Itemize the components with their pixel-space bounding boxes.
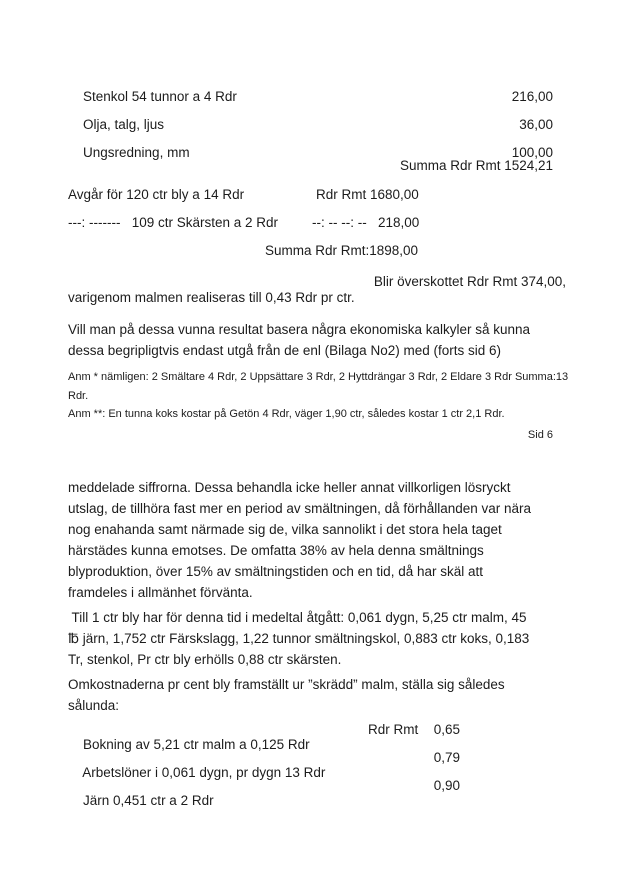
paragraph-line: framdeles i allmänhet förvänta. bbox=[68, 585, 253, 600]
cost-amount: 36,00 bbox=[519, 117, 553, 132]
deduction-label: ---: ------- 109 ctr Skärsten a 2 Rdr bbox=[68, 215, 279, 230]
cost-amount: 0,79 bbox=[433, 750, 460, 765]
cost-label: Ungsredning, mm bbox=[83, 145, 190, 160]
deduction-amount: --: -- --: -- 218,00 bbox=[312, 215, 420, 230]
cost-label: Olja, talg, ljus bbox=[83, 117, 165, 132]
summa-line-2: Summa Rdr Rmt:1898,00 bbox=[265, 243, 419, 258]
footnote-anm1 bbox=[68, 368, 568, 406]
paragraph-line: Omkostnaderna pr cent bly framställt ur ”skrädd” malm, ställa sig således bbox=[68, 677, 505, 692]
paragraph-line: blyproduktion, över 15% av smältningstiden och en tid, då har skäl att bbox=[68, 564, 483, 579]
cost-amount: 216,00 bbox=[511, 89, 553, 104]
paragraph-line: meddelade siffrorna. Dessa behandla icke heller annat villkorligen lösryckt bbox=[68, 480, 511, 495]
paragraph-line: Till 1 ctr bly har för denna tid i medeltal åtgått: 0,061 dygn, 5,25 ctr malm, 45 bbox=[68, 610, 527, 625]
summa-line-1: Summa Rdr Rmt 1524,21 bbox=[399, 158, 553, 173]
page-number: Sid 6 bbox=[527, 429, 553, 441]
paragraph-line: ℔ järn, 1,752 ctr Färskslagg, 1,22 tunnor smältningskol, 0,883 ctr koks, 0,183 bbox=[68, 631, 530, 646]
cost-amount: 0,65 bbox=[433, 722, 460, 737]
footnote-line: Anm * nämligen: 2 Smältare 4 Rdr, 2 Uppsättare 3 Rdr, 2 Hyttdrängar 3 Rdr, 2 Eldare 3 Rdr Summa:13 bbox=[68, 371, 569, 383]
paragraph-line: sålunda: bbox=[68, 698, 120, 713]
paragraph-line: utslag, de tillhöra fast mer en period av smältningen, då förhållanden var nära bbox=[68, 501, 532, 516]
cost-amount: 100,00 bbox=[511, 145, 553, 160]
surplus-continuation: varigenom malmen realiseras till 0,43 Rdr pr ctr. bbox=[68, 290, 355, 305]
cost-label: Järn 0,451 ctr a 2 Rdr bbox=[83, 793, 214, 808]
currency-label: Rdr Rmt bbox=[368, 722, 419, 737]
cost-label: Bokning av 5,21 ctr malm a 0,125 Rdr bbox=[83, 737, 310, 752]
paragraph-line: nog enahanda samt närmade sig de, vilka sannolikt i det stora hela taget bbox=[68, 522, 502, 537]
deduction-label: Avgår för 120 ctr bly a 14 Rdr bbox=[68, 187, 245, 202]
cost-row bbox=[68, 130, 190, 175]
cost-row bbox=[68, 778, 214, 823]
paragraph-line: Vill man på dessa vunna resultat basera några ekonomiska kalkyler så kunna bbox=[68, 322, 531, 337]
body-paragraph-2 bbox=[68, 607, 529, 670]
cost-amount: 0,90 bbox=[433, 778, 460, 793]
footnote-anm2: Anm **: En tunna koks kostar på Getön 4 Rdr, väger 1,90 ctr, således kostar 1 ctr 2,1 Rdr. bbox=[68, 408, 505, 420]
paragraph-line: härstädes kunna emotses. De omfatta 38% av hela denna smältnings bbox=[68, 543, 484, 558]
cost-label: Stenkol 54 tunnor a 4 Rdr bbox=[83, 89, 237, 104]
footnote-line: Rdr. bbox=[68, 390, 89, 402]
body-paragraph-3 bbox=[68, 674, 505, 716]
surplus-line: Blir överskottet Rdr Rmt 374,00, bbox=[373, 274, 566, 289]
body-paragraph-1 bbox=[68, 477, 531, 603]
kalkyl-paragraph bbox=[68, 319, 530, 361]
paragraph-line: dessa begripligtvis endast utgå från de enl (Bilaga No2) med (forts sid 6) bbox=[68, 343, 501, 358]
paragraph-line: Tr, stenkol, Pr ctr bly erhölls 0,88 ctr skärsten. bbox=[68, 652, 342, 667]
deduction-amount: Rdr Rmt 1680,00 bbox=[316, 187, 419, 202]
cost-label: Arbetslöner i 0,061 dygn, pr dygn 13 Rdr bbox=[82, 765, 326, 780]
